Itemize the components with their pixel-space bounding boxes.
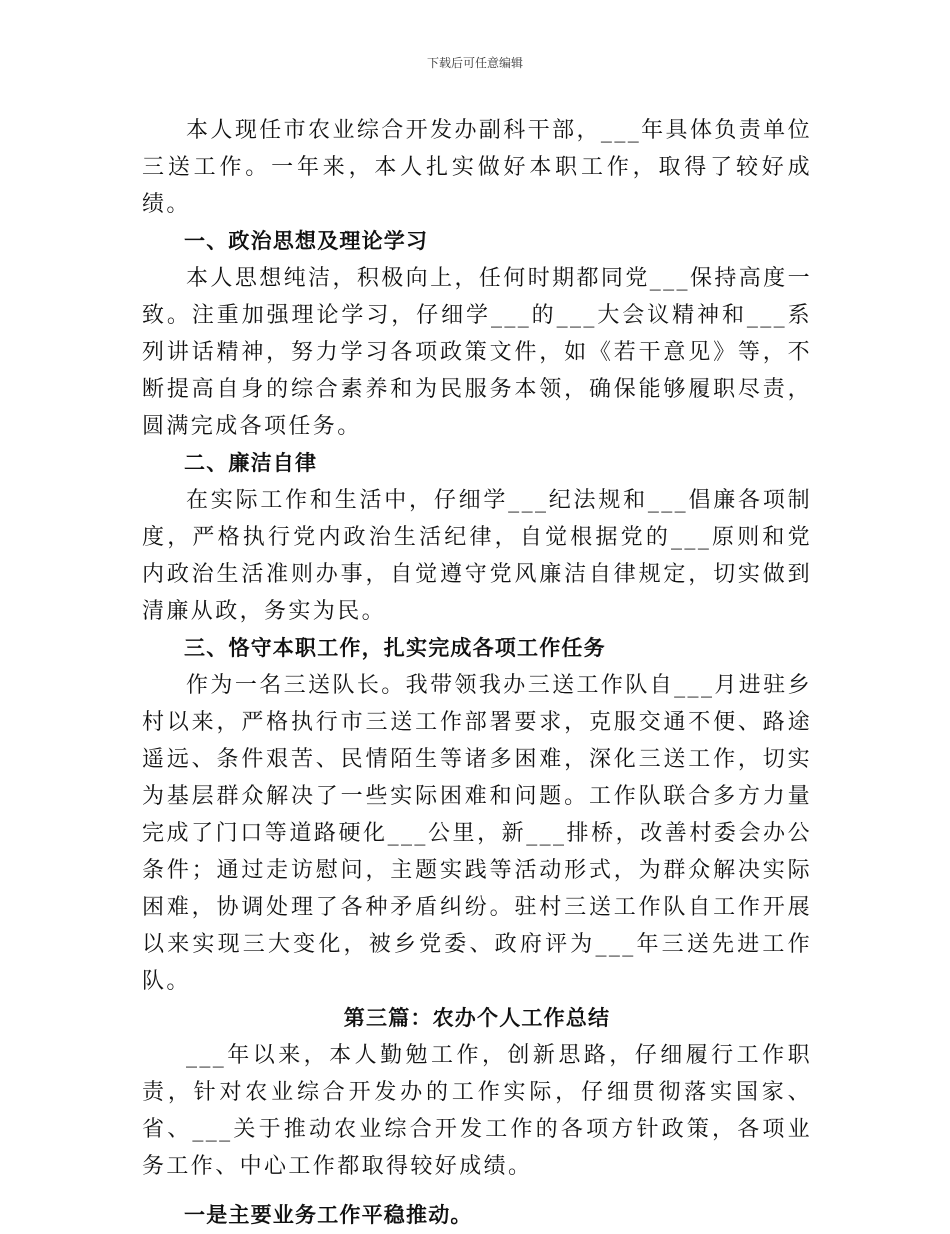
heading-political-study: 一、政治思想及理论学习 [184, 229, 429, 253]
document-body [142, 112, 812, 1234]
section-title: 第三篇：农办个人工作总结 [343, 1006, 611, 1030]
paragraph-political-study: 本人思想纯洁，积极向上，任何时期都同党___保持高度一致。注重加强理论学习，仔细学___的___大会议精神和___系列讲话精神，努力学习各项政策文件，如《若干意见》等，不断提高自身的综合素养和为民服务本领，确保能够履职尽责，圆满完成各项任务。 [142, 266, 812, 439]
heading-integrity: 二、廉洁自律 [184, 451, 318, 475]
paragraph-integrity: 在实际工作和生活中，仔细学___纪法规和___倡廉各项制度，严格执行党内政治生活纪律，自觉根据党的___原则和党内政治生活准则办事，自觉遵守党风廉洁自律规定，切实做到清廉从政，务实为民。 [142, 488, 812, 624]
spacer [142, 1185, 812, 1197]
heading-duties: 三、恪守本职工作，扎实完成各项工作任务 [184, 636, 606, 660]
heading-main-business: 一是主要业务工作平稳推动。 [184, 1203, 473, 1227]
paragraph-duties: 作为一名三送队长。我带领我办三送工作队自___月进驻乡村以来，严格执行市三送工作部署要求，克服交通不便、路途遥远、条件艰苦、民情陌生等诸多困难，深化三送工作，切实为基层群众解决了一些实际困难和问题。工作队联合多方力量完成了门口等道路硬化___公里，新___排桥，改善村委会办公条件；通过走访慰问，主题实践等活动形式，为群众解决实际困难，协调处理了各种矛盾纠纷。驻村三送工作队自工作开展以来实现三大变化，被乡党委、政府评为___年三送先进工作队。 [142, 673, 812, 994]
page-header: 下载后可任意编辑 [426, 56, 523, 70]
paragraph-summary-intro: ___年以来，本人勤勉工作，创新思路，仔细履行工作职责，针对农业综合开发办的工作实际，仔细贯彻落实国家、省、___关于推动农业综合开发工作的各项方针政策，各项业务工作、中心工作都取得较好成绩。 [142, 1043, 812, 1179]
paragraph-intro: 本人现任市农业综合开发办副科干部，___年具体负责单位三送工作。一年来，本人扎实做好本职工作，取得了较好成绩。 [142, 118, 812, 217]
